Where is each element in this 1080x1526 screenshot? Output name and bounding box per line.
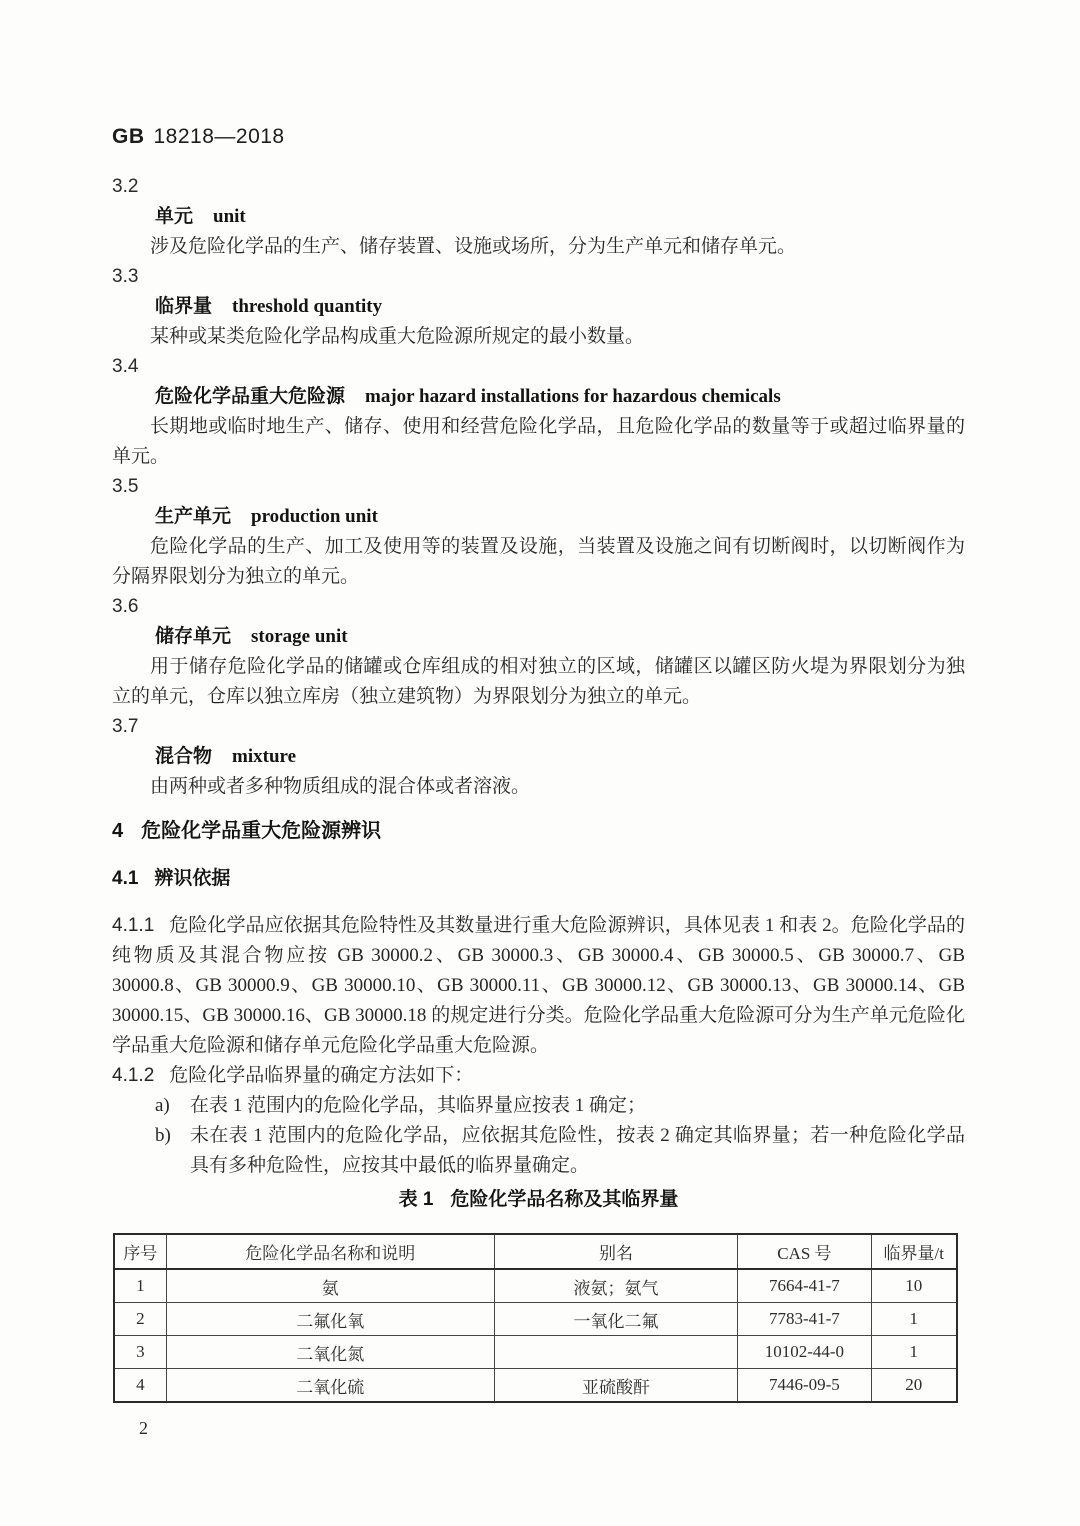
- list-item-b: [112, 1121, 965, 1181]
- term-en: storage unit: [251, 626, 348, 647]
- list-label: b): [155, 1125, 171, 1146]
- table-row: [114, 1369, 957, 1403]
- definition-body: 危险化学品的生产、加工及使用等的装置及设施，当装置及设施之间有切断阀时，以切断阀作为分隔界限划分为独立的单元。: [112, 536, 965, 587]
- cell-index: 2: [114, 1303, 166, 1336]
- table-number: 表 1: [398, 1189, 434, 1210]
- term-line: [112, 742, 965, 772]
- header-cell-alias: 别名: [494, 1234, 738, 1269]
- term-zh: 混合物: [155, 746, 213, 767]
- page-number: 2: [139, 1418, 148, 1438]
- definition-body: 由两种或者多种物质组成的混合体或者溶液。: [150, 776, 531, 797]
- standard-code-header: [112, 124, 965, 150]
- clause-number: 3.6: [112, 596, 139, 617]
- cell-threshold: 20: [871, 1369, 957, 1403]
- clause-number: 3.4: [112, 356, 139, 377]
- term-en: major hazard installations for hazardous chemicals: [365, 386, 781, 407]
- definition-section-3-2: [112, 172, 965, 262]
- definition-body: 长期地或临时地生产、储存、使用和经营危险化学品，且危险化学品的数量等于或超过临界量的单元。: [112, 416, 965, 467]
- table-row: [114, 1303, 957, 1336]
- list-item-a: [112, 1091, 965, 1121]
- cell-index: 1: [114, 1269, 166, 1303]
- term-line: [112, 622, 965, 652]
- list-label: a): [155, 1095, 170, 1116]
- cell-cas: 10102-44-0: [738, 1336, 871, 1369]
- term-line: [112, 202, 965, 232]
- cell-cas: 7446-09-5: [738, 1369, 871, 1403]
- term-zh: 单元: [155, 206, 194, 227]
- header-cell-name: 危险化学品名称和说明: [166, 1234, 494, 1269]
- term-en: production unit: [251, 506, 378, 527]
- cell-name: 二氧化氮: [166, 1336, 494, 1369]
- definition-body: 涉及危险化学品的生产、储存装置、设施或场所，分为生产单元和储存单元。: [150, 236, 797, 257]
- clause-4-1-1: [112, 911, 965, 1061]
- definition-section-3-3: [112, 262, 965, 352]
- cell-name: 二氧化硫: [166, 1369, 494, 1403]
- definition-section-3-5: [112, 472, 965, 592]
- cell-alias: [494, 1336, 738, 1369]
- table-1-title: [112, 1187, 965, 1213]
- page-content: [112, 124, 965, 1440]
- header-cell-cas: CAS 号: [738, 1234, 871, 1269]
- table-caption: 危险化学品名称及其临界量: [450, 1189, 679, 1210]
- cell-alias: 亚硫酸酐: [494, 1369, 738, 1403]
- section-number: 4.1: [112, 868, 139, 889]
- definition-body: 某种或某类危险化学品构成重大危险源所规定的最小数量。: [150, 326, 645, 347]
- term-zh: 临界量: [155, 296, 213, 317]
- section-4-heading: [112, 816, 965, 846]
- clause-number: 3.5: [112, 476, 139, 497]
- cell-alias: 液氨；氨气: [494, 1269, 738, 1303]
- clause-number: 3.3: [112, 266, 139, 287]
- term-en: unit: [213, 206, 246, 227]
- list-text: 在表 1 范围内的危险化学品，其临界量应按表 1 确定；: [190, 1095, 647, 1116]
- definition-section-3-7: [112, 712, 965, 802]
- cell-index: 4: [114, 1369, 166, 1403]
- table-header-row: [114, 1234, 957, 1269]
- header-cell-threshold: 临界量/t: [871, 1234, 957, 1269]
- term-line: [112, 502, 965, 532]
- cell-index: 3: [114, 1336, 166, 1369]
- definition-section-3-6: [112, 592, 965, 712]
- cell-cas: 7664-41-7: [738, 1269, 871, 1303]
- term-line: [112, 382, 965, 412]
- term-zh: 生产单元: [155, 506, 232, 527]
- clause-number: 3.2: [112, 176, 139, 197]
- definition-section-3-4: [112, 352, 965, 472]
- cell-cas: 7783-41-7: [738, 1303, 871, 1336]
- term-zh: 储存单元: [155, 626, 232, 647]
- list-text: 未在表 1 范围内的危险化学品，应依据其危险性，按表 2 确定其临界量；若一种危险化学品具有多种危险性，应按其中最低的临界量确定。: [190, 1125, 965, 1176]
- section-4-1-heading: [112, 864, 965, 894]
- clause-number: 4.1.2: [112, 1065, 155, 1086]
- section-title: 危险化学品重大危险源辨识: [141, 820, 382, 842]
- standard-code-number: 18218—2018: [153, 125, 285, 148]
- term-en: mixture: [232, 746, 297, 767]
- section-title: 辨识依据: [154, 868, 231, 889]
- clause-number: 4.1.1: [112, 915, 155, 936]
- term-zh: 危险化学品重大危险源: [155, 386, 346, 407]
- table-1-hazardous-chemicals: [113, 1233, 958, 1403]
- table-row: [114, 1269, 957, 1303]
- clause-text: 危险化学品应依据其危险特性及其数量进行重大危险源辨识，具体见表 1 和表 2。危险化学品的纯物质及其混合物应按 GB 30000.2、GB 30000.3、GB 30000.4、GB 30000.5、GB 30000.7、GB 30000.8、GB 30000.9、GB 30000.10、GB 30000.11、GB 30000.12、GB 30000.13、GB 30000.14、GB 30000.15、GB 30000.16、GB 30000.18 的规定进行分类。危险化学品重大危险源可分为生产单元危险化学品重大危险源和储存单元危险化学品重大危险源。: [112, 915, 965, 1056]
- term-en: threshold quantity: [232, 296, 383, 317]
- cell-alias: 一氧化二氟: [494, 1303, 738, 1336]
- table-row: [114, 1336, 957, 1369]
- cell-threshold: 10: [871, 1269, 957, 1303]
- cell-name: 二氟化氧: [166, 1303, 494, 1336]
- term-line: [112, 292, 965, 322]
- definition-body: 用于储存危险化学品的储罐或仓库组成的相对独立的区域，储罐区以罐区防火堤为界限划分为独立的单元，仓库以独立库房（独立建筑物）为界限划分为独立的单元。: [112, 656, 965, 707]
- cell-threshold: 1: [871, 1303, 957, 1336]
- clause-4-1-2: [112, 1061, 965, 1091]
- cell-name: 氨: [166, 1269, 494, 1303]
- standard-code-prefix: GB: [112, 125, 145, 148]
- cell-threshold: 1: [871, 1336, 957, 1369]
- section-number: 4: [112, 820, 124, 842]
- header-cell-index: 序号: [114, 1234, 166, 1269]
- clause-text: 危险化学品临界量的确定方法如下：: [169, 1065, 474, 1086]
- clause-number: 3.7: [112, 716, 139, 737]
